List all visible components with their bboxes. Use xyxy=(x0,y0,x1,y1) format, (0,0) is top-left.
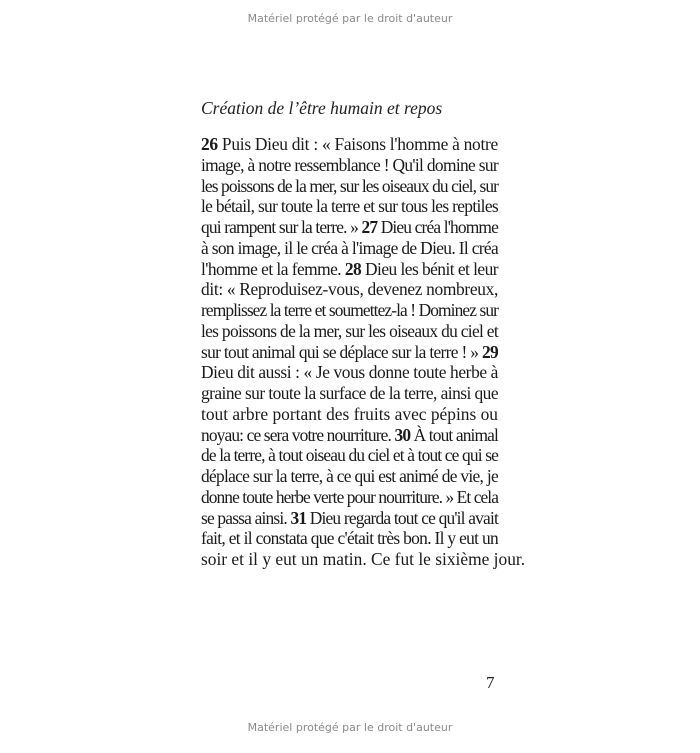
text-line xyxy=(201,362,498,383)
scripture-passage xyxy=(201,134,526,570)
page-number: 7 xyxy=(486,673,495,692)
text-line xyxy=(201,342,498,363)
text-segment: fait, et il constata que c'était très bon. Il y eut un xyxy=(201,528,498,549)
copyright-watermark-top: Matériel protégé par le droit d'auteur xyxy=(247,12,453,25)
text-segment: les poissons de la mer, sur les oiseaux du ciel et xyxy=(201,320,498,341)
text-segment: Puis Dieu dit : « Faisons l'homme à notre xyxy=(217,134,499,154)
text-segment: déplace sur la terre, à ce qui est animé de vie, je xyxy=(201,466,498,486)
section-heading: Création de l’être humain et repos xyxy=(201,98,443,118)
text-line xyxy=(201,300,498,321)
verse-number: 26 xyxy=(201,134,218,154)
verse-number: 29 xyxy=(481,341,499,362)
text-segment: donne toute herbe verte pour nourriture. » Et cela xyxy=(201,486,498,507)
text-segment: les poissons de la mer, sur les oiseaux du ciel, sur xyxy=(201,175,498,196)
text-line xyxy=(201,238,498,259)
text-line xyxy=(201,321,498,342)
text-line xyxy=(201,134,498,155)
text-line xyxy=(201,196,498,217)
text-segment: Dieu les bénit et leur xyxy=(361,258,499,279)
text-segment: Dieu créa l'homme xyxy=(377,217,498,237)
text-segment: graine sur toute la surface de la terre, ainsi que xyxy=(201,383,498,403)
text-line xyxy=(201,176,498,197)
text-segment: sur tout animal qui se déplace sur la terre ! » xyxy=(201,341,482,362)
text-line xyxy=(201,445,498,466)
verse-number: 28 xyxy=(344,258,362,279)
text-segment: remplissez la terre et soumettez-la ! Dominez sur xyxy=(201,300,498,320)
text-segment: le bétail, sur toute la terre et sur tous les reptiles xyxy=(201,196,498,217)
text-line xyxy=(201,404,498,425)
text-segment: de la terre, à tout oiseau du ciel et à tout ce qui se xyxy=(201,445,498,466)
text-segment: noyau: ce sera votre nourriture. xyxy=(201,424,395,445)
text-segment: soir et il y eut un matin. Ce fut le sixième jour. xyxy=(201,549,526,569)
text-segment: l'homme et la femme. xyxy=(201,258,345,279)
text-line xyxy=(201,217,498,238)
text-line xyxy=(201,155,498,176)
text-line xyxy=(201,259,498,280)
text-line xyxy=(201,487,498,508)
text-line xyxy=(201,466,498,487)
text-segment: à son image, il le créa à l'image de Dieu. Il créa xyxy=(201,237,498,258)
text-segment: image, à notre ressemblance ! Qu'il domine sur xyxy=(201,154,498,175)
text-line xyxy=(201,508,498,529)
text-segment: Dieu regarda tout ce qu'il avait xyxy=(306,507,498,528)
verse-number: 27 xyxy=(361,217,378,237)
text-segment: dit: « Reproduisez-vous, devenez nombreux, xyxy=(201,279,498,300)
text-line xyxy=(201,425,498,446)
verse-number: 30 xyxy=(394,424,411,445)
text-segment: Dieu dit aussi : « Je vous donne toute herbe à xyxy=(201,362,498,383)
text-line xyxy=(201,528,498,549)
text-line xyxy=(201,279,498,300)
text-line xyxy=(201,549,526,570)
verse-number: 31 xyxy=(290,507,307,528)
text-segment: qui rampent sur la terre. » xyxy=(201,217,362,237)
text-segment: tout arbre portant des fruits avec pépins ou xyxy=(201,403,498,424)
text-segment: À tout animal xyxy=(410,424,498,445)
copyright-watermark-bottom: Matériel protégé par le droit d'auteur xyxy=(247,721,453,734)
text-line xyxy=(201,383,498,404)
text-segment: se passa ainsi. xyxy=(201,507,291,528)
